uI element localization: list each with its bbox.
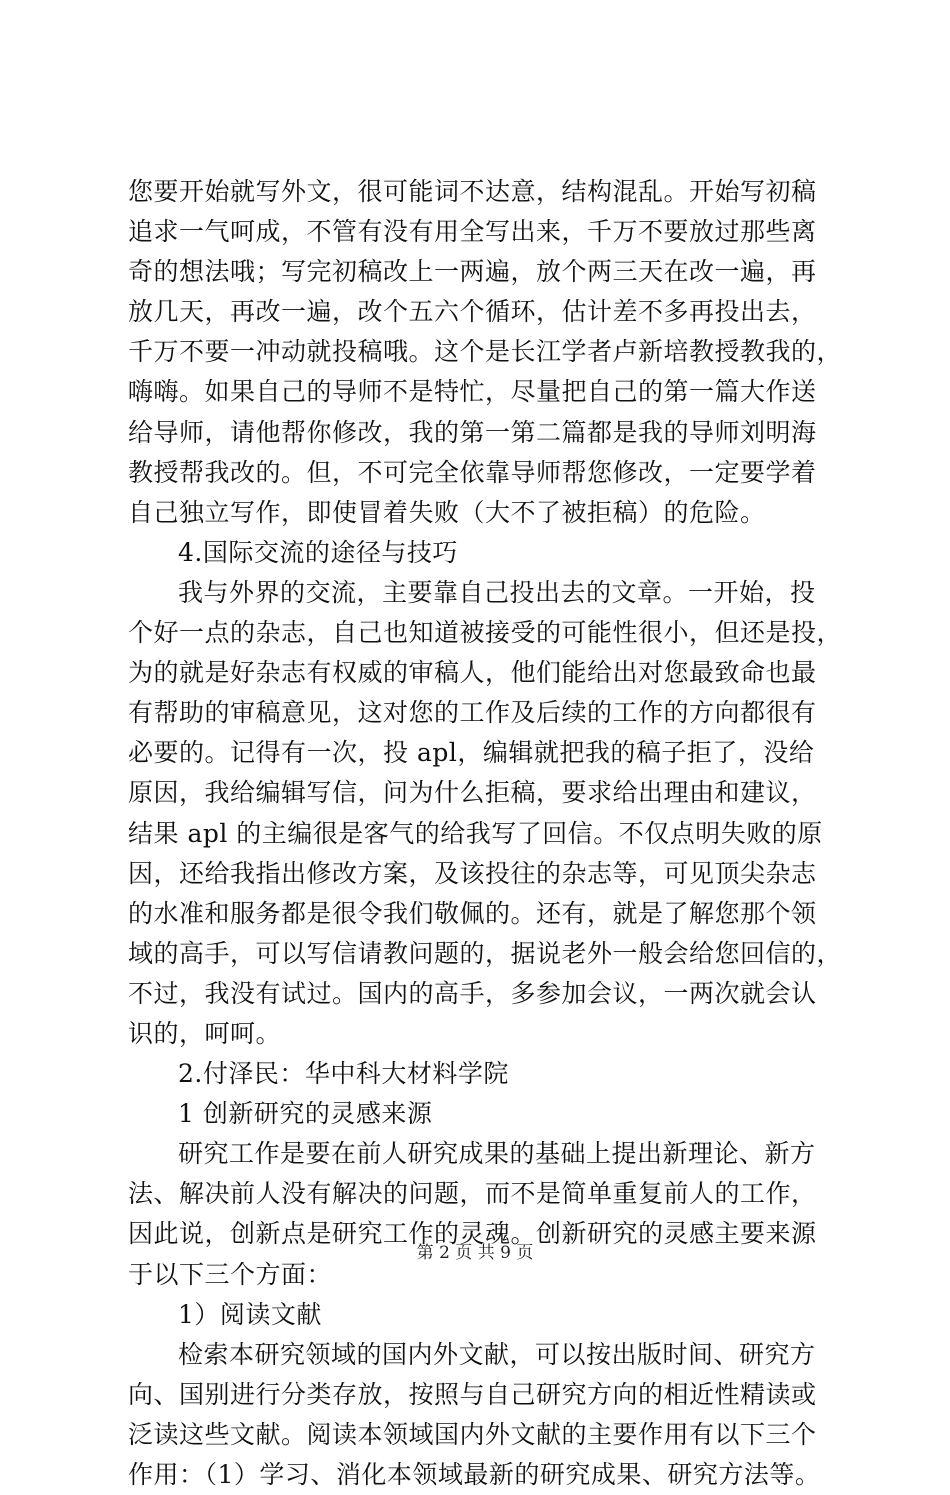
text-line: 有帮助的审稿意见，这对您的工作及后续的工作的方向都很有 xyxy=(128,698,817,728)
text-line: 于以下三个方面： xyxy=(128,1259,333,1289)
text-line: 个好一点的杂志，自己也知道被接受的可能性很小，但还是投， xyxy=(128,618,843,648)
text-line: 的水准和服务都是很令我们敬佩的。还有，就是了解您那个领 xyxy=(128,898,817,928)
text-line: 追求一气呵成，不管有没有用全写出来，千万不要放过那些离 xyxy=(128,217,817,247)
text-line: 研究工作是要在前人研究成果的基础上提出新理论、新方 xyxy=(178,1139,816,1169)
text-line: 结果 apl 的主编很是客气的给我写了回信。不仅点明失败的原 xyxy=(128,818,823,848)
text-line: 1 创新研究的灵感来源 xyxy=(178,1099,433,1129)
text-line: 自己独立写作，即使冒着失败（大不了被拒稿）的危险。 xyxy=(128,497,766,527)
text-line: 域的高手，可以写信请教问题的，据说老外一般会给您回信的， xyxy=(128,938,843,968)
text-line: 向、国别进行分类存放，按照与自己研究方向的相近性精读或 xyxy=(128,1379,817,1409)
text-line: 奇的想法哦；写完初稿改上一两遍，放个两三天在改一遍，再 xyxy=(128,257,817,287)
text-line: 为的就是好杂志有权威的审稿人，他们能给出对您最致命也最 xyxy=(128,658,817,688)
text-line: 教授帮我改的。但，不可完全依靠导师帮您修改，一定要学着 xyxy=(128,457,817,487)
text-line: 原因，我给编辑写信，问为什么拒稿，要求给出理由和建议， xyxy=(128,778,817,808)
text-line: 泛读这些文献。阅读本领域国内外文献的主要作用有以下三个 xyxy=(128,1419,817,1449)
text-line: 1）阅读文献 xyxy=(178,1299,322,1329)
text-line: 法、解决前人没有解决的问题，而不是简单重复前人的工作， xyxy=(128,1179,817,1209)
text-line: 放几天，再改一遍，改个五六个循环，估计差不多再投出去， xyxy=(128,297,817,327)
text-line: 4.国际交流的途径与技巧 xyxy=(178,537,458,567)
text-line: 千万不要一冲动就投稿哦。这个是长江学者卢新培教授教我的， xyxy=(128,337,843,367)
text-line: 给导师，请他帮你修改，我的第一第二篇都是我的导师刘明海 xyxy=(128,417,817,447)
text-line: 我与外界的交流，主要靠自己投出去的文章。一开始，投 xyxy=(178,577,816,607)
text-line: 检索本研究领域的国内外文献，可以按出版时间、研究方 xyxy=(178,1339,816,1369)
text-line: 因此说，创新点是研究工作的灵魂。创新研究的灵感主要来源 xyxy=(128,1219,817,1249)
text-line: 不过，我没有试过。国内的高手，多参加会议，一两次就会认 xyxy=(128,978,817,1008)
text-line: 必要的。记得有一次，投 apl，编辑就把我的稿子拒了，没给 xyxy=(128,738,815,768)
text-line: 因，还给我指出修改方案，及该投往的杂志等，可见顶尖杂志 xyxy=(128,858,817,888)
text-line: 您要开始就写外文，很可能词不达意，结构混乱。开始写初稿 xyxy=(128,177,817,206)
text-line: 识的，呵呵。 xyxy=(128,1018,282,1048)
text-line: 2.付泽民：华中科大材料学院 xyxy=(178,1059,509,1089)
text-line: 嗨嗨。如果自己的导师不是特忙，尽量把自己的第一篇大作送 xyxy=(128,377,817,407)
page-footer: 第 2 页 共 9 页 xyxy=(416,1243,534,1263)
document-body xyxy=(128,172,848,1495)
text-line: 作用：（1）学习、消化本领域最新的研究成果、研究方法等。 xyxy=(128,1460,821,1489)
